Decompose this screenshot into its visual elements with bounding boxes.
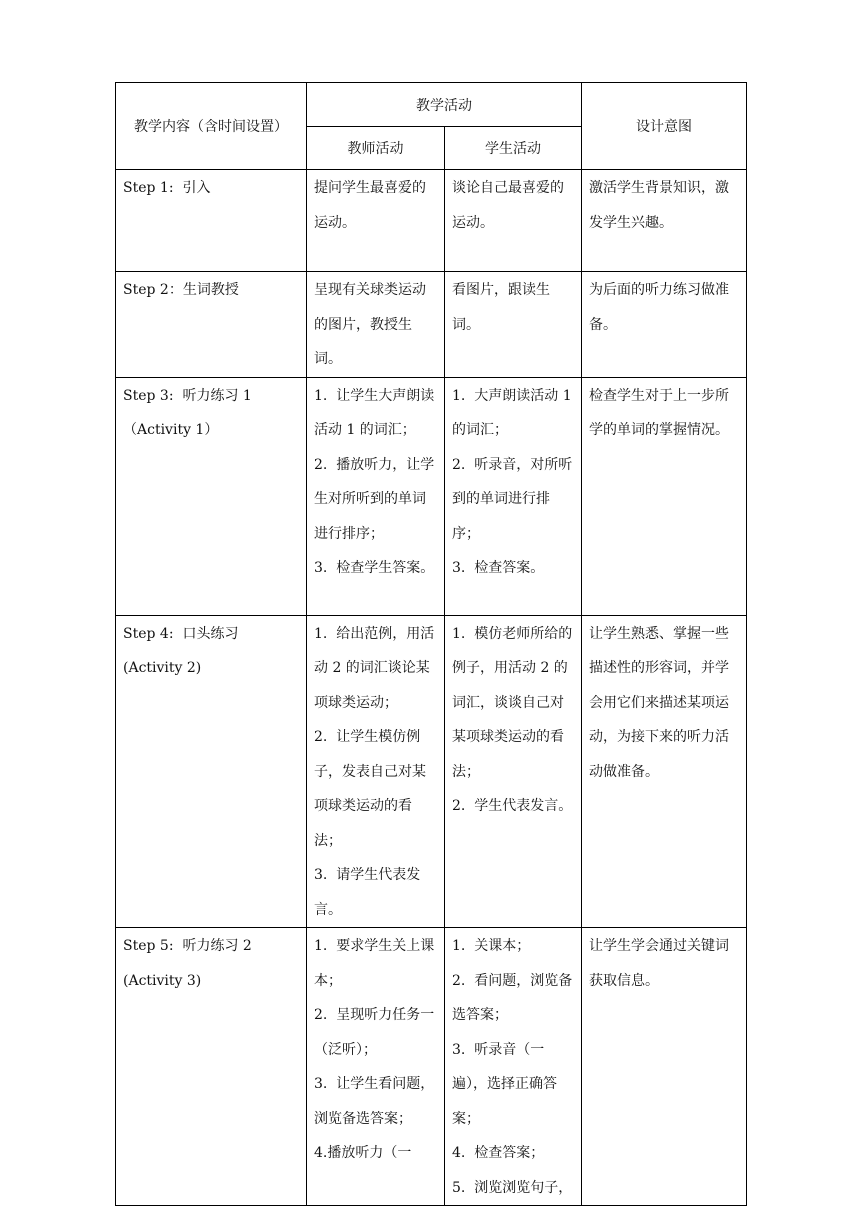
design-intent-text: 检查学生对于上一步所学的单词的掌握情况。 [589,387,729,438]
teacher-activity-text: 1. 让学生大声朗读活动 1 的词汇； 2. 播放听力，让学生对所听到的单词进行排序； 3. 检查学生答案。 [314,387,435,576]
step-cell [116,272,307,378]
student-activity-text: 看图片，跟读生词。 [452,282,550,333]
table-row [116,272,747,378]
header-intent-cell: 设计意图 [582,83,747,170]
design-intent-text: 为后面的听力练习做准备。 [589,282,729,333]
header-student-cell: 学生活动 [445,127,582,170]
teacher-activity-text: 1. 给出范例，用活动 2 的词汇谈论某项球类运动； 2. 让学生模仿例子，发表自己对某项球类运动的看法； 3. 请学生代表发言。 [314,625,435,918]
student-activity-text: 谈论自己最喜爱的运动。 [452,180,564,231]
header-content-cell: 教学内容（含时间设置） [116,83,307,170]
step-label: Step 3: 听力练习 1 （Activity 1） [123,387,252,438]
student-activity-cell [445,377,582,615]
step-cell [116,377,307,615]
table-row [116,377,747,615]
step-cell [116,170,307,272]
student-activity-text: 1. 大声朗读活动 1 的词汇； 2. 听录音，对所听到的单词进行排序； 3. 检查答案。 [452,387,573,576]
teacher-activity-text: 1. 要求学生关上课本； 2. 呈现听力任务一（泛听）； 3. 让学生看问题，浏览备选答案； 4.播放听力（一 [314,938,435,1161]
student-activity-cell [445,615,582,928]
design-intent-text: 让学生学会通过关键词获取信息。 [589,938,729,989]
design-intent-cell [582,272,747,378]
header-teacher-cell: 教师活动 [307,127,445,170]
step-label: Step 5: 听力练习 2 (Activity 3) [123,938,252,989]
header-activities-cell: 教学活动 [307,83,582,127]
teacher-activity-cell [307,928,445,1206]
student-activity-cell [445,272,582,378]
student-activity-text: 1. 模仿老师所给的例子，用活动 2 的词汇，谈谈自己对某项球类运动的看法； 2. 学生代表发言。 [452,625,573,814]
teacher-activity-cell [307,272,445,378]
step-label: Step 4: 口头练习 (Activity 2) [123,625,239,676]
table-row [116,615,747,928]
design-intent-text: 激活学生背景知识，激发学生兴趣。 [589,180,729,231]
student-activity-text: 1. 关课本； 2. 看问题，浏览备选答案； 3. 听录音（一遍），选择正确答案； 4. 检查答案； 5. 浏览浏览句子， [452,938,573,1196]
design-intent-text: 让学生熟悉、掌握一些描述性的形容词，并学会用它们来描述某项运动，为接下来的听力活动做准备。 [589,625,729,780]
teacher-activity-cell [307,615,445,928]
table-row [116,170,747,272]
design-intent-cell [582,377,747,615]
lesson-plan-table [115,82,747,1206]
step-cell [116,928,307,1206]
design-intent-cell [582,615,747,928]
teacher-activity-cell [307,170,445,272]
teacher-activity-text: 提问学生最喜爱的运动。 [314,180,426,231]
design-intent-cell [582,928,747,1206]
student-activity-cell [445,928,582,1206]
design-intent-cell [582,170,747,272]
step-label: Step 1: 引入 [123,180,211,196]
step-cell [116,615,307,928]
step-label: Step 2：生词教授 [123,282,239,298]
teacher-activity-text: 呈现有关球类运动的图片，教授生词。 [314,282,426,367]
teacher-activity-cell [307,377,445,615]
table-row [116,928,747,1206]
student-activity-cell [445,170,582,272]
